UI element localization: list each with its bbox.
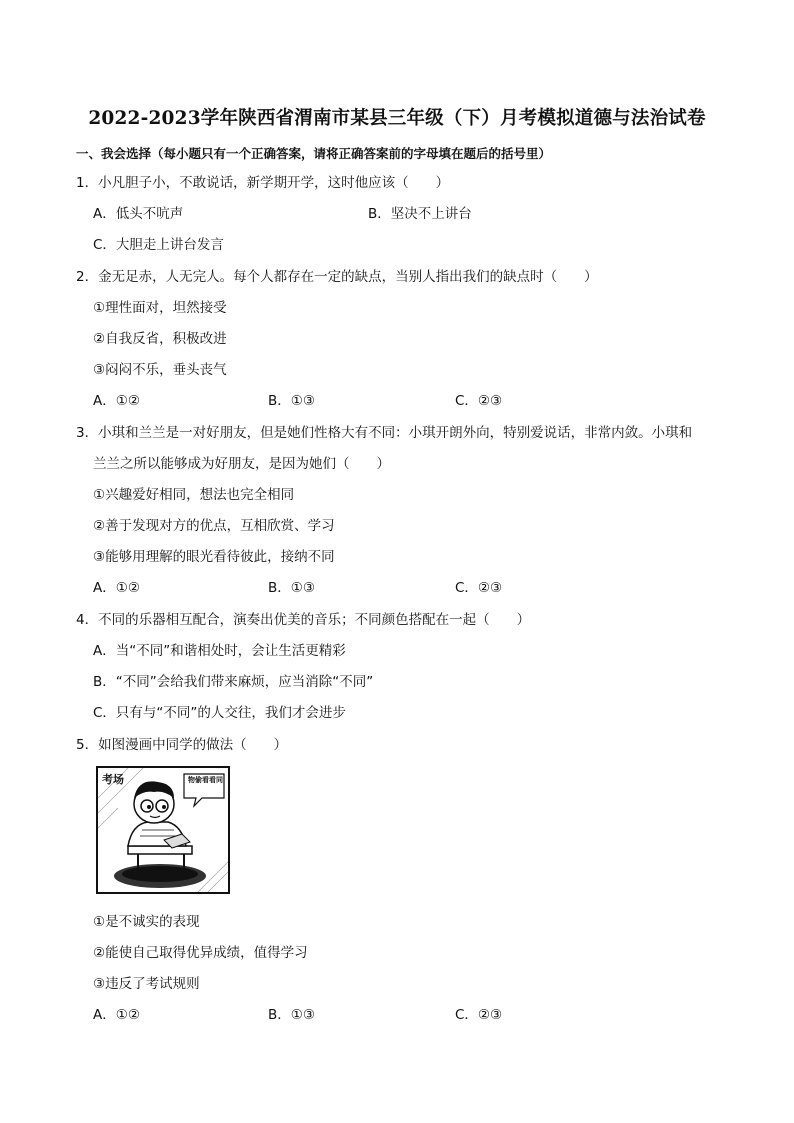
question-1-option-b: B．坚决不上讲台 (368, 206, 472, 222)
question-2-statement-3: ③闷闷不乐，垂头丧气 (93, 362, 227, 378)
question-3-option-a: A．①② (93, 580, 140, 596)
question-5-option-c: C．②③ (455, 1007, 503, 1023)
question-2-option-a: A．①② (93, 393, 140, 409)
question-1-option-c: C．大胆走上讲台发言 (93, 237, 224, 253)
question-5-statement-1: ①是不诚实的表现 (93, 914, 200, 930)
question-3-statement-2: ②善于发现对方的优点，互相欣赏、学习 (93, 518, 335, 534)
question-2-option-c: C．②③ (455, 393, 503, 409)
question-5-option-b: B．①③ (268, 1007, 315, 1023)
question-5-statement-3: ③违反了考试规则 (93, 976, 200, 992)
question-1-option-a: A．低头不吭声 (93, 206, 184, 222)
comic-speech-bubble-text: 物偷看看同 (188, 776, 223, 784)
question-1-stem: 1．小凡胆子小，不敢说话，新学期开学，这时他应该（ ） (76, 175, 450, 191)
question-5-stem: 5．如图漫画中同学的做法（ ） (76, 737, 288, 753)
question-2-stem: 2．金无足赤，人无完人。每个人都存在一定的缺点，当别人指出我们的缺点时（ ） (76, 269, 598, 285)
question-3-stem-line-1: 3．小琪和兰兰是一对好朋友，但是她们性格大有不同：小琪开朗外向，特别爱说话，非常内敛。小琪和 (76, 425, 693, 441)
question-3-option-b: B．①③ (268, 580, 315, 596)
question-3-option-c: C．②③ (455, 580, 503, 596)
question-4-option-a: A．当“不同”和谐相处时，会让生活更精彩 (93, 643, 346, 659)
exam-title: 2022-2023学年陕西省渭南市某县三年级（下）月考模拟道德与法治试卷 (88, 108, 706, 129)
cheating-comic-illustration (96, 766, 230, 894)
question-4-stem: 4．不同的乐器相互配合，演奏出优美的音乐；不同颜色搭配在一起（ ） (76, 612, 531, 628)
question-4-option-c: C．只有与“不同”的人交往，我们才会进步 (93, 705, 346, 721)
question-3-stem-line-2: 兰兰之所以能够成为好朋友，是因为她们（ ） (93, 456, 390, 472)
question-3-statement-1: ①兴趣爱好相同，想法也完全相同 (93, 487, 295, 503)
question-2-statement-1: ①理性面对，坦然接受 (93, 300, 227, 316)
question-2-option-b: B．①③ (268, 393, 315, 409)
question-3-statement-3: ③能够用理解的眼光看待彼此，接纳不同 (93, 549, 335, 565)
question-4-option-b: B．“不同”会给我们带来麻烦，应当消除“不同” (93, 674, 374, 690)
question-5-statement-2: ②能使自己取得优异成绩，值得学习 (93, 945, 308, 961)
section-heading-choice: 一、我会选择（每小题只有一个正确答案，请将正确答案前的字母填在题后的括号里） (76, 146, 552, 161)
comic-label-exam-room: 考场 (102, 773, 124, 786)
question-5-option-a: A．①② (93, 1007, 140, 1023)
question-2-statement-2: ②自我反省，积极改进 (93, 331, 227, 347)
